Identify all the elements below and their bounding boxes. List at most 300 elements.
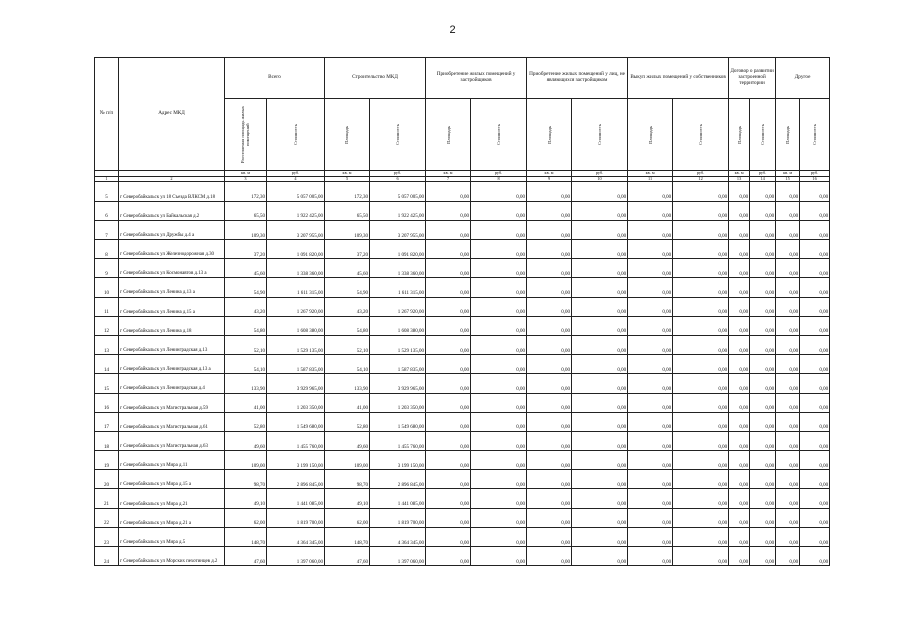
zero-value-cell: 0,00 [800, 451, 830, 470]
row-number: 9 [95, 259, 119, 278]
zero-value-cell: 0,00 [527, 240, 572, 259]
zero-value-cell: 0,00 [776, 201, 800, 220]
table-row [95, 297, 830, 316]
zero-value-cell: 0,00 [572, 451, 628, 470]
zero-value-cell: 0,00 [572, 335, 628, 354]
header-group-development-contract: Договор о развитии застроенной территории [729, 58, 776, 99]
zero-value-cell: 0,00 [673, 201, 729, 220]
zero-value-cell: 0,00 [471, 182, 527, 201]
zero-value-cell: 0,00 [527, 374, 572, 393]
construction-cost-cell: 1 611 315,00 [370, 278, 426, 297]
header-area: Площадь [647, 125, 653, 144]
zero-value-cell: 0,00 [750, 182, 776, 201]
row-number: 20 [95, 470, 119, 489]
zero-value-cell: 0,00 [426, 201, 471, 220]
zero-value-cell: 0,00 [527, 508, 572, 527]
header-cost: Стоимость [698, 123, 704, 146]
zero-value-cell: 0,00 [628, 431, 673, 450]
row-number: 13 [95, 335, 119, 354]
resettlement-table [94, 57, 830, 566]
zero-value-cell: 0,00 [776, 412, 800, 431]
construction-cost-cell: 1 091 820,00 [370, 240, 426, 259]
header-area: Площадь [445, 125, 451, 144]
zero-value-cell: 0,00 [776, 259, 800, 278]
zero-value-cell: 0,00 [750, 201, 776, 220]
total-cost-cell: 1 549 680,00 [267, 412, 325, 431]
zero-value-cell: 0,00 [426, 527, 471, 546]
zero-value-cell: 0,00 [729, 182, 750, 201]
address-cell: г Северобайкальск ул Ленинградская д.13 [119, 335, 225, 354]
zero-value-cell: 0,00 [776, 220, 800, 239]
total-area-cell: 109,30 [225, 220, 267, 239]
unit-cell: руб. [750, 171, 776, 177]
zero-value-cell: 0,00 [800, 220, 830, 239]
zero-value-cell: 0,00 [628, 335, 673, 354]
total-cost-cell: 5 057 005,00 [267, 182, 325, 201]
construction-cost-cell: 1 587 835,00 [370, 355, 426, 374]
table-row [95, 201, 830, 220]
address-cell: г Северобайкальск ул Ленина д.13 а [119, 278, 225, 297]
zero-value-cell: 0,00 [673, 489, 729, 508]
zero-value-cell: 0,00 [776, 470, 800, 489]
zero-value-cell: 0,00 [628, 278, 673, 297]
zero-value-cell: 0,00 [729, 489, 750, 508]
construction-area-cell: 148,70 [325, 527, 370, 546]
construction-cost-cell: 3 207 955,00 [370, 220, 426, 239]
address-cell: г Северобайкальск ул Мира д.11 [119, 451, 225, 470]
total-area-cell: 47,60 [225, 547, 267, 566]
row-number: 6 [95, 201, 119, 220]
zero-value-cell: 0,00 [750, 508, 776, 527]
zero-value-cell: 0,00 [776, 547, 800, 566]
total-area-cell: 133,90 [225, 374, 267, 393]
total-cost-cell: 1 587 835,00 [267, 355, 325, 374]
zero-value-cell: 0,00 [673, 451, 729, 470]
table-row [95, 393, 830, 412]
construction-area-cell: 52,80 [325, 412, 370, 431]
zero-value-cell: 0,00 [673, 316, 729, 335]
construction-cost-cell: 5 057 005,00 [370, 182, 426, 201]
total-cost-cell: 1 608 380,00 [267, 316, 325, 335]
construction-area-cell: 52,10 [325, 335, 370, 354]
header-area: Площадь [785, 125, 791, 144]
zero-value-cell: 0,00 [776, 527, 800, 546]
unit-cell: руб. [673, 171, 729, 177]
zero-value-cell: 0,00 [800, 201, 830, 220]
zero-value-cell: 0,00 [572, 220, 628, 239]
zero-value-cell: 0,00 [471, 547, 527, 566]
zero-value-cell: 0,00 [750, 547, 776, 566]
zero-value-cell: 0,00 [673, 527, 729, 546]
zero-value-cell: 0,00 [628, 259, 673, 278]
construction-cost-cell: 1 549 680,00 [370, 412, 426, 431]
construction-area-cell: 54,80 [325, 316, 370, 335]
zero-value-cell: 0,00 [527, 220, 572, 239]
table-row [95, 374, 830, 393]
zero-value-cell: 0,00 [527, 470, 572, 489]
table-row [95, 527, 830, 546]
total-area-cell: 98,70 [225, 470, 267, 489]
zero-value-cell: 0,00 [628, 182, 673, 201]
zero-value-cell: 0,00 [673, 259, 729, 278]
total-cost-cell: 1 529 135,00 [267, 335, 325, 354]
zero-value-cell: 0,00 [471, 508, 527, 527]
total-area-cell: 62,00 [225, 508, 267, 527]
zero-value-cell: 0,00 [750, 470, 776, 489]
total-cost-cell: 3 929 965,00 [267, 374, 325, 393]
zero-value-cell: 0,00 [426, 259, 471, 278]
zero-value-cell: 0,00 [527, 355, 572, 374]
construction-area-cell: 109,00 [325, 451, 370, 470]
header-cost: Стоимость [395, 123, 400, 146]
total-cost-cell: 1 441 085,00 [267, 489, 325, 508]
address-cell: г Северобайкальск ул Мира д.21 а [119, 508, 225, 527]
zero-value-cell: 0,00 [471, 527, 527, 546]
header-cost: Стоимость [812, 123, 818, 146]
header-group-buyout: Выкуп жилых помещений у собственников [628, 58, 729, 99]
zero-value-cell: 0,00 [572, 355, 628, 374]
zero-value-cell: 0,00 [527, 316, 572, 335]
zero-value-cell: 0,00 [426, 240, 471, 259]
zero-value-cell: 0,00 [628, 451, 673, 470]
construction-area-cell: 37,20 [325, 240, 370, 259]
zero-value-cell: 0,00 [527, 335, 572, 354]
zero-value-cell: 0,00 [426, 182, 471, 201]
zero-value-cell: 0,00 [572, 374, 628, 393]
zero-value-cell: 0,00 [776, 297, 800, 316]
zero-value-cell: 0,00 [471, 355, 527, 374]
zero-value-cell: 0,00 [426, 470, 471, 489]
column-number-cell: 5 [325, 176, 370, 182]
row-number: 12 [95, 316, 119, 335]
table-row [95, 220, 830, 239]
zero-value-cell: 0,00 [750, 259, 776, 278]
row-number: 15 [95, 374, 119, 393]
zero-value-cell: 0,00 [729, 355, 750, 374]
address-cell: г Северобайкальск ул Мира д.15 а [119, 470, 225, 489]
zero-value-cell: 0,00 [750, 451, 776, 470]
total-cost-cell: 1 091 820,00 [267, 240, 325, 259]
row-number: 19 [95, 451, 119, 470]
zero-value-cell: 0,00 [673, 335, 729, 354]
zero-value-cell: 0,00 [527, 527, 572, 546]
address-cell: г Северобайкальск ул Ленинградская д.13 а [119, 355, 225, 374]
zero-value-cell: 0,00 [527, 259, 572, 278]
zero-value-cell: 0,00 [527, 451, 572, 470]
zero-value-cell: 0,00 [800, 431, 830, 450]
total-cost-cell: 3 207 955,00 [267, 220, 325, 239]
column-number-cell: 3 [225, 176, 267, 182]
total-cost-cell: 1 922 425,00 [267, 201, 325, 220]
zero-value-cell: 0,00 [800, 335, 830, 354]
zero-value-cell: 0,00 [426, 393, 471, 412]
column-number-cell: 6 [370, 176, 426, 182]
total-cost-cell: 3 199 150,00 [267, 451, 325, 470]
zero-value-cell: 0,00 [426, 316, 471, 335]
zero-value-cell: 0,00 [673, 431, 729, 450]
construction-area-cell: 43,20 [325, 297, 370, 316]
zero-value-cell: 0,00 [729, 278, 750, 297]
zero-value-cell: 0,00 [471, 201, 527, 220]
row-number: 10 [95, 278, 119, 297]
address-cell: г Северобайкальск ул Мира д.5 [119, 527, 225, 546]
address-cell: г Северобайкальск ул Морских пехотинцев д.2 [119, 547, 225, 566]
zero-value-cell: 0,00 [776, 431, 800, 450]
table-row [95, 508, 830, 527]
construction-area-cell: 41,00 [325, 393, 370, 412]
header-address: Адрес МКД [119, 58, 225, 171]
zero-value-cell: 0,00 [426, 297, 471, 316]
zero-value-cell: 0,00 [527, 547, 572, 566]
total-cost-cell: 1 819 700,00 [267, 508, 325, 527]
zero-value-cell: 0,00 [426, 412, 471, 431]
zero-value-cell: 0,00 [800, 355, 830, 374]
zero-value-cell: 0,00 [527, 412, 572, 431]
address-cell: г Северобайкальск ул Магистральная д.61 [119, 412, 225, 431]
zero-value-cell: 0,00 [471, 297, 527, 316]
header-group-purchase-developers: Приобретение жилых помещений у застройщиков [426, 58, 527, 99]
unit-cell: руб. [370, 171, 426, 177]
zero-value-cell: 0,00 [800, 508, 830, 527]
zero-value-cell: 0,00 [729, 470, 750, 489]
zero-value-cell: 0,00 [729, 451, 750, 470]
zero-value-cell: 0,00 [572, 278, 628, 297]
construction-cost-cell: 3 199 150,00 [370, 451, 426, 470]
zero-value-cell: 0,00 [800, 278, 830, 297]
column-number-cell: 16 [800, 176, 830, 182]
header-area: Площадь [344, 125, 350, 144]
unit-cell: руб. [572, 171, 628, 177]
zero-value-cell: 0,00 [776, 489, 800, 508]
zero-value-cell: 0,00 [750, 220, 776, 239]
zero-value-cell: 0,00 [800, 259, 830, 278]
unit-cell: кв. м [628, 171, 673, 177]
zero-value-cell: 0,00 [673, 278, 729, 297]
table-row [95, 489, 830, 508]
zero-value-cell: 0,00 [471, 335, 527, 354]
zero-value-cell: 0,00 [628, 489, 673, 508]
zero-value-cell: 0,00 [471, 278, 527, 297]
zero-value-cell: 0,00 [673, 393, 729, 412]
unit-cell: кв. м [776, 171, 800, 177]
construction-cost-cell: 1 267 920,00 [370, 297, 426, 316]
address-cell: г Северобайкальск ул Ленина д.15 а [119, 297, 225, 316]
construction-cost-cell: 1 608 380,00 [370, 316, 426, 335]
construction-cost-cell: 2 896 845,00 [370, 470, 426, 489]
table-row [95, 240, 830, 259]
header-row-groups [95, 58, 830, 99]
zero-value-cell: 0,00 [776, 316, 800, 335]
zero-value-cell: 0,00 [471, 393, 527, 412]
zero-value-cell: 0,00 [471, 412, 527, 431]
zero-value-cell: 0,00 [628, 508, 673, 527]
zero-value-cell: 0,00 [527, 393, 572, 412]
row-number: 18 [95, 431, 119, 450]
address-cell: г Северобайкальск ул Магистральная д.63 [119, 431, 225, 450]
zero-value-cell: 0,00 [750, 412, 776, 431]
zero-value-cell: 0,00 [800, 412, 830, 431]
zero-value-cell: 0,00 [572, 489, 628, 508]
zero-value-cell: 0,00 [471, 240, 527, 259]
total-area-cell: 109,00 [225, 451, 267, 470]
header-area: Площадь [736, 125, 742, 144]
table-row [95, 412, 830, 431]
zero-value-cell: 0,00 [628, 201, 673, 220]
zero-value-cell: 0,00 [776, 355, 800, 374]
total-cost-cell: 1 338 360,00 [267, 259, 325, 278]
total-area-cell: 148,70 [225, 527, 267, 546]
total-area-cell: 54,90 [225, 278, 267, 297]
construction-area-cell: 49,10 [325, 489, 370, 508]
header-total-area: Расселяемая площадь жилых помещений [240, 106, 251, 163]
zero-value-cell: 0,00 [527, 201, 572, 220]
zero-value-cell: 0,00 [750, 355, 776, 374]
unit-cell: кв. м [527, 171, 572, 177]
unit-cell: кв. м [225, 171, 267, 177]
table-row [95, 470, 830, 489]
total-cost-cell: 1 267 920,00 [267, 297, 325, 316]
table-row [95, 355, 830, 374]
column-number-cell: 15 [776, 176, 800, 182]
construction-cost-cell: 1 203 350,00 [370, 393, 426, 412]
zero-value-cell: 0,00 [750, 278, 776, 297]
header-group-purchase-others: Приобретение жилых помещений у лиц, не являющихся застройщиком [527, 58, 628, 99]
total-area-cell: 54,80 [225, 316, 267, 335]
construction-area-cell: 49,60 [325, 431, 370, 450]
total-area-cell: 49,60 [225, 431, 267, 450]
address-cell: г Северобайкальск ул Мира д.21 [119, 489, 225, 508]
construction-area-cell: 98,70 [325, 470, 370, 489]
zero-value-cell: 0,00 [729, 259, 750, 278]
column-number-cell: 7 [426, 176, 471, 182]
column-number-cell: 11 [628, 176, 673, 182]
zero-value-cell: 0,00 [673, 547, 729, 566]
zero-value-cell: 0,00 [750, 393, 776, 412]
row-number: 7 [95, 220, 119, 239]
column-number-cell: 10 [572, 176, 628, 182]
zero-value-cell: 0,00 [572, 431, 628, 450]
total-area-cell: 49,10 [225, 489, 267, 508]
column-number-cell: 1 [95, 176, 119, 182]
address-cell: г Северобайкальск ул Ленина д.18 [119, 316, 225, 335]
zero-value-cell: 0,00 [729, 240, 750, 259]
total-area-cell: 37,20 [225, 240, 267, 259]
zero-value-cell: 0,00 [572, 201, 628, 220]
zero-value-cell: 0,00 [471, 451, 527, 470]
row-number: 5 [95, 182, 119, 201]
construction-area-cell: 62,00 [325, 508, 370, 527]
zero-value-cell: 0,00 [800, 374, 830, 393]
column-number-cell: 14 [750, 176, 776, 182]
zero-value-cell: 0,00 [776, 335, 800, 354]
table-row [95, 278, 830, 297]
row-number: 11 [95, 297, 119, 316]
total-cost-cell: 1 455 760,00 [267, 431, 325, 450]
zero-value-cell: 0,00 [426, 220, 471, 239]
zero-value-cell: 0,00 [800, 297, 830, 316]
zero-value-cell: 0,00 [776, 278, 800, 297]
zero-value-cell: 0,00 [628, 374, 673, 393]
zero-value-cell: 0,00 [750, 489, 776, 508]
zero-value-cell: 0,00 [527, 431, 572, 450]
total-area-cell: 45,60 [225, 259, 267, 278]
table-body [95, 182, 830, 566]
zero-value-cell: 0,00 [572, 412, 628, 431]
header-cost: Стоимость [292, 123, 298, 146]
zero-value-cell: 0,00 [776, 451, 800, 470]
header-no: № п/п [95, 58, 119, 171]
table-row [95, 259, 830, 278]
zero-value-cell: 0,00 [750, 240, 776, 259]
zero-value-cell: 0,00 [673, 355, 729, 374]
zero-value-cell: 0,00 [776, 182, 800, 201]
zero-value-cell: 0,00 [750, 335, 776, 354]
column-number-cell: 12 [673, 176, 729, 182]
zero-value-cell: 0,00 [750, 316, 776, 335]
total-cost-cell: 4 364 345,00 [267, 527, 325, 546]
total-area-cell: 52,10 [225, 335, 267, 354]
total-cost-cell: 1 203 350,00 [267, 393, 325, 412]
zero-value-cell: 0,00 [729, 220, 750, 239]
zero-value-cell: 0,00 [572, 182, 628, 201]
zero-value-cell: 0,00 [729, 316, 750, 335]
zero-value-cell: 0,00 [729, 508, 750, 527]
zero-value-cell: 0,00 [673, 297, 729, 316]
zero-value-cell: 0,00 [673, 220, 729, 239]
address-cell: г Северобайкальск ул Магистральная д.59 [119, 393, 225, 412]
zero-value-cell: 0,00 [776, 240, 800, 259]
zero-value-cell: 0,00 [426, 508, 471, 527]
zero-value-cell: 0,00 [426, 431, 471, 450]
header-cost: Стоимость [760, 123, 766, 146]
zero-value-cell: 0,00 [426, 489, 471, 508]
zero-value-cell: 0,00 [673, 182, 729, 201]
unit-cell: руб. [471, 171, 527, 177]
zero-value-cell: 0,00 [628, 470, 673, 489]
zero-value-cell: 0,00 [729, 412, 750, 431]
total-area-cell: 65,50 [225, 201, 267, 220]
header-cost: Стоимость [496, 123, 502, 146]
address-cell: г Северобайкальск ул Космонавтов д.13 а [119, 259, 225, 278]
zero-value-cell: 0,00 [426, 335, 471, 354]
zero-value-cell: 0,00 [572, 393, 628, 412]
total-cost-cell: 2 896 845,00 [267, 470, 325, 489]
construction-cost-cell: 1 397 060,00 [370, 547, 426, 566]
zero-value-cell: 0,00 [426, 451, 471, 470]
zero-value-cell: 0,00 [750, 431, 776, 450]
zero-value-cell: 0,00 [527, 182, 572, 201]
row-number: 8 [95, 240, 119, 259]
address-cell: г Северобайкальск ул 18 Съезда ВЛКСМ д.18 [119, 182, 225, 201]
construction-area-cell: 109,30 [325, 220, 370, 239]
zero-value-cell: 0,00 [800, 316, 830, 335]
total-area-cell: 52,80 [225, 412, 267, 431]
table-row [95, 335, 830, 354]
zero-value-cell: 0,00 [673, 374, 729, 393]
table-row [95, 547, 830, 566]
zero-value-cell: 0,00 [750, 374, 776, 393]
address-cell: г Северобайкальск ул Ленинградская д.4 [119, 374, 225, 393]
column-number-cell: 13 [729, 176, 750, 182]
table-row [95, 451, 830, 470]
zero-value-cell: 0,00 [750, 527, 776, 546]
header-cost: Стоимость [597, 123, 603, 146]
zero-value-cell: 0,00 [471, 470, 527, 489]
zero-value-cell: 0,00 [628, 240, 673, 259]
zero-value-cell: 0,00 [729, 374, 750, 393]
zero-value-cell: 0,00 [673, 508, 729, 527]
row-number: 14 [95, 355, 119, 374]
